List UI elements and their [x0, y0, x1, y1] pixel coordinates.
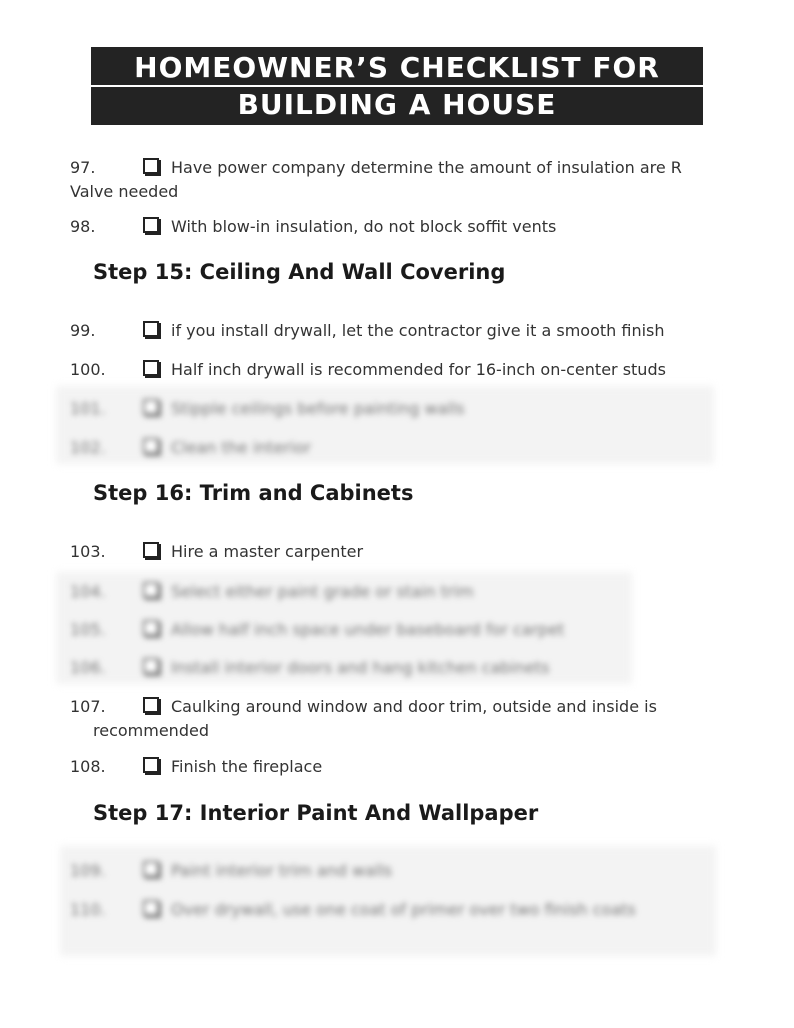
- title-divider: [91, 85, 703, 87]
- checkbox-icon[interactable]: [143, 620, 159, 636]
- checkbox-icon[interactable]: [143, 217, 159, 233]
- checkbox-icon[interactable]: [143, 399, 159, 415]
- checkbox-icon[interactable]: [143, 757, 159, 773]
- item-number: 109.: [70, 861, 106, 880]
- item-text: Finish the fireplace: [171, 757, 323, 776]
- item-text-continuation: recommended: [93, 721, 209, 740]
- item-text: With blow-in insulation, do not block soffit vents: [171, 217, 557, 236]
- item-number: 100.: [70, 360, 106, 379]
- checkbox-icon[interactable]: [143, 321, 159, 337]
- title-banner: [91, 47, 703, 125]
- item-number: 104.: [70, 582, 106, 601]
- title-line-2: BUILDING A HOUSE: [237, 88, 557, 121]
- item-text: Have power company determine the amount of insulation are R: [171, 158, 682, 177]
- item-number: 101.: [70, 399, 106, 418]
- item-text: Over drywall, use one coat of primer over two finish coats: [171, 900, 636, 919]
- item-text: Install interior doors and hang kitchen cabinets: [171, 658, 550, 677]
- checkbox-icon[interactable]: [143, 582, 159, 598]
- checkbox-icon[interactable]: [143, 658, 159, 674]
- item-text: Half inch drywall is recommended for 16-inch on-center studs: [171, 360, 666, 379]
- item-text: Paint interior trim and walls: [171, 861, 393, 880]
- item-number: 97.: [70, 158, 96, 177]
- item-text-continuation: Valve needed: [70, 182, 179, 201]
- checkbox-icon[interactable]: [143, 697, 159, 713]
- item-text: Clean the interior: [171, 438, 311, 457]
- item-number: 102.: [70, 438, 106, 457]
- item-number: 98.: [70, 217, 96, 236]
- item-number: 108.: [70, 757, 106, 776]
- checkbox-icon[interactable]: [143, 861, 159, 877]
- checkbox-icon[interactable]: [143, 900, 159, 916]
- step-17-heading: Step 17: Interior Paint And Wallpaper: [93, 801, 539, 825]
- item-number: 110.: [70, 900, 106, 919]
- item-number: 103.: [70, 542, 106, 561]
- item-text: Select either paint grade or stain trim: [171, 582, 474, 601]
- item-number: 105.: [70, 620, 106, 639]
- item-number: 106.: [70, 658, 106, 677]
- item-text: Caulking around window and door trim, outside and inside is: [171, 697, 657, 716]
- item-text: if you install drywall, let the contractor give it a smooth finish: [171, 321, 665, 340]
- item-number: 99.: [70, 321, 96, 340]
- step-15-heading: Step 15: Ceiling And Wall Covering: [93, 260, 506, 284]
- checkbox-icon[interactable]: [143, 158, 159, 174]
- checkbox-icon[interactable]: [143, 438, 159, 454]
- item-text: Allow half inch space under baseboard for carpet: [171, 620, 565, 639]
- item-number: 107.: [70, 697, 106, 716]
- item-text: Hire a master carpenter: [171, 542, 364, 561]
- step-16-heading: Step 16: Trim and Cabinets: [93, 481, 414, 505]
- checkbox-icon[interactable]: [143, 360, 159, 376]
- item-text: Stipple ceilings before painting walls: [171, 399, 465, 418]
- checkbox-icon[interactable]: [143, 542, 159, 558]
- title-line-1: HOMEOWNER’S CHECKLIST FOR: [134, 51, 660, 84]
